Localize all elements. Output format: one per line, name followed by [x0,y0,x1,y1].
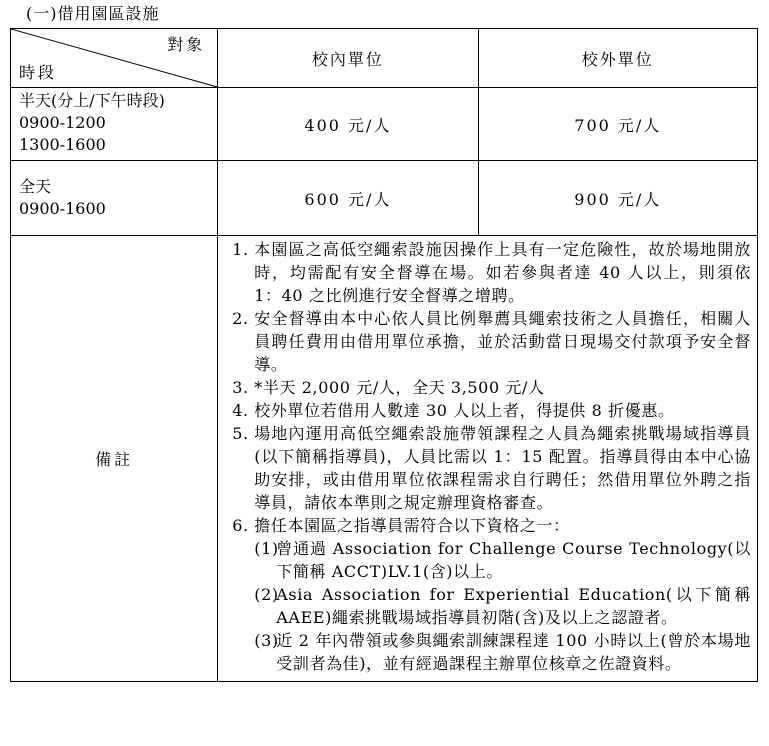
qualification-number: (2) [254,585,279,604]
notes-cell [218,236,758,682]
fee-table [10,28,758,682]
qualification-number: (3) [254,631,279,650]
header-on-campus: 校內單位 [218,29,478,88]
note-text: 校外單位若借用人數達 30 人以上者，得提供 8 折優惠。 [254,401,675,420]
qualification-text: 曾通過 Association for Challenge Course Technology(以下簡稱 ACCT)LV.1(含)以上。 [276,539,751,581]
time-slot-line: 全天 [19,177,52,196]
price-on-campus: 400 元/人 [218,88,478,161]
note-number: 5. [232,424,249,443]
header-off-campus: 校外單位 [478,29,757,88]
time-slot-line: 1300-1600 [19,135,106,154]
note-text: 場地內運用高低空繩索設施帶領課程之人員為繩索挑戰場域指導員(以下簡稱指導員)，人員比需以 1：15 配置。指導員得由本中心協助安排，或由借用單位依課程需求自行聘任；然借用單位外聘之指導員，請依本準則之規定辦理資格審查。 [254,424,751,512]
qualification-text: Asia Association for Experiential Education(以下簡稱 AAEE)繩索挑戰場域指導員初階(含)及以上之認證者。 [276,585,751,627]
table-row [11,88,758,161]
header-target-label: 對象 [167,35,206,54]
note-item [226,376,751,399]
time-slot-cell [11,88,218,161]
price-on-campus: 600 元/人 [218,161,478,236]
note-number: 1. [232,240,249,259]
note-text: 擔任本園區之指導員需符合以下資格之一： [254,516,570,535]
qualification-text: 近 2 年內帶領或參與繩索訓練課程達 100 小時以上(曾於本場地受訓者為佳)，並有經過課程主辦單位核章之佐證資料。 [276,631,751,673]
note-number: 3. [232,378,249,397]
note-item [226,238,751,307]
note-item [226,307,751,376]
note-number: 2. [232,309,249,328]
note-item [226,422,751,514]
time-slot-line: 半天(分上/下午時段) [19,91,165,110]
notes-label: 備註 [11,236,218,682]
qualification-item [254,629,751,675]
note-number: 6. [232,516,249,535]
price-off-campus: 900 元/人 [478,161,757,236]
notes-list [226,238,751,675]
header-period-label: 時段 [19,63,58,82]
note-text: 本園區之高低空繩索設施因操作上具有一定危險性，故於場地開放時，均需配有安全督導在場。如若參與者達 40 人以上，則須依 1：40 之比例進行安全督導之增聘。 [254,240,751,305]
price-off-campus: 700 元/人 [478,88,757,161]
time-slot-line: 0900-1600 [19,199,106,218]
note-text: *半天 2,000 元/人，全天 3,500 元/人 [254,378,545,397]
section-title: (一)借用園區設施 [26,4,160,23]
note-item [226,399,751,422]
qualification-item [254,583,751,629]
qualification-item [254,537,751,583]
notes-row [11,236,758,682]
diagonal-header-cell [11,29,218,88]
table-header-row [11,29,758,88]
note-item [226,514,751,675]
table-row [11,161,758,236]
time-slot-cell [11,161,218,236]
time-slot-line: 0900-1200 [19,113,106,132]
note-number: 4. [232,401,249,420]
qualification-number: (1) [254,539,279,558]
note-text: 安全督導由本中心依人員比例舉薦具繩索技術之人員擔任，相關人員聘任費用由借用單位承擔，並於活動當日現場交付款項予安全督導。 [254,309,751,374]
